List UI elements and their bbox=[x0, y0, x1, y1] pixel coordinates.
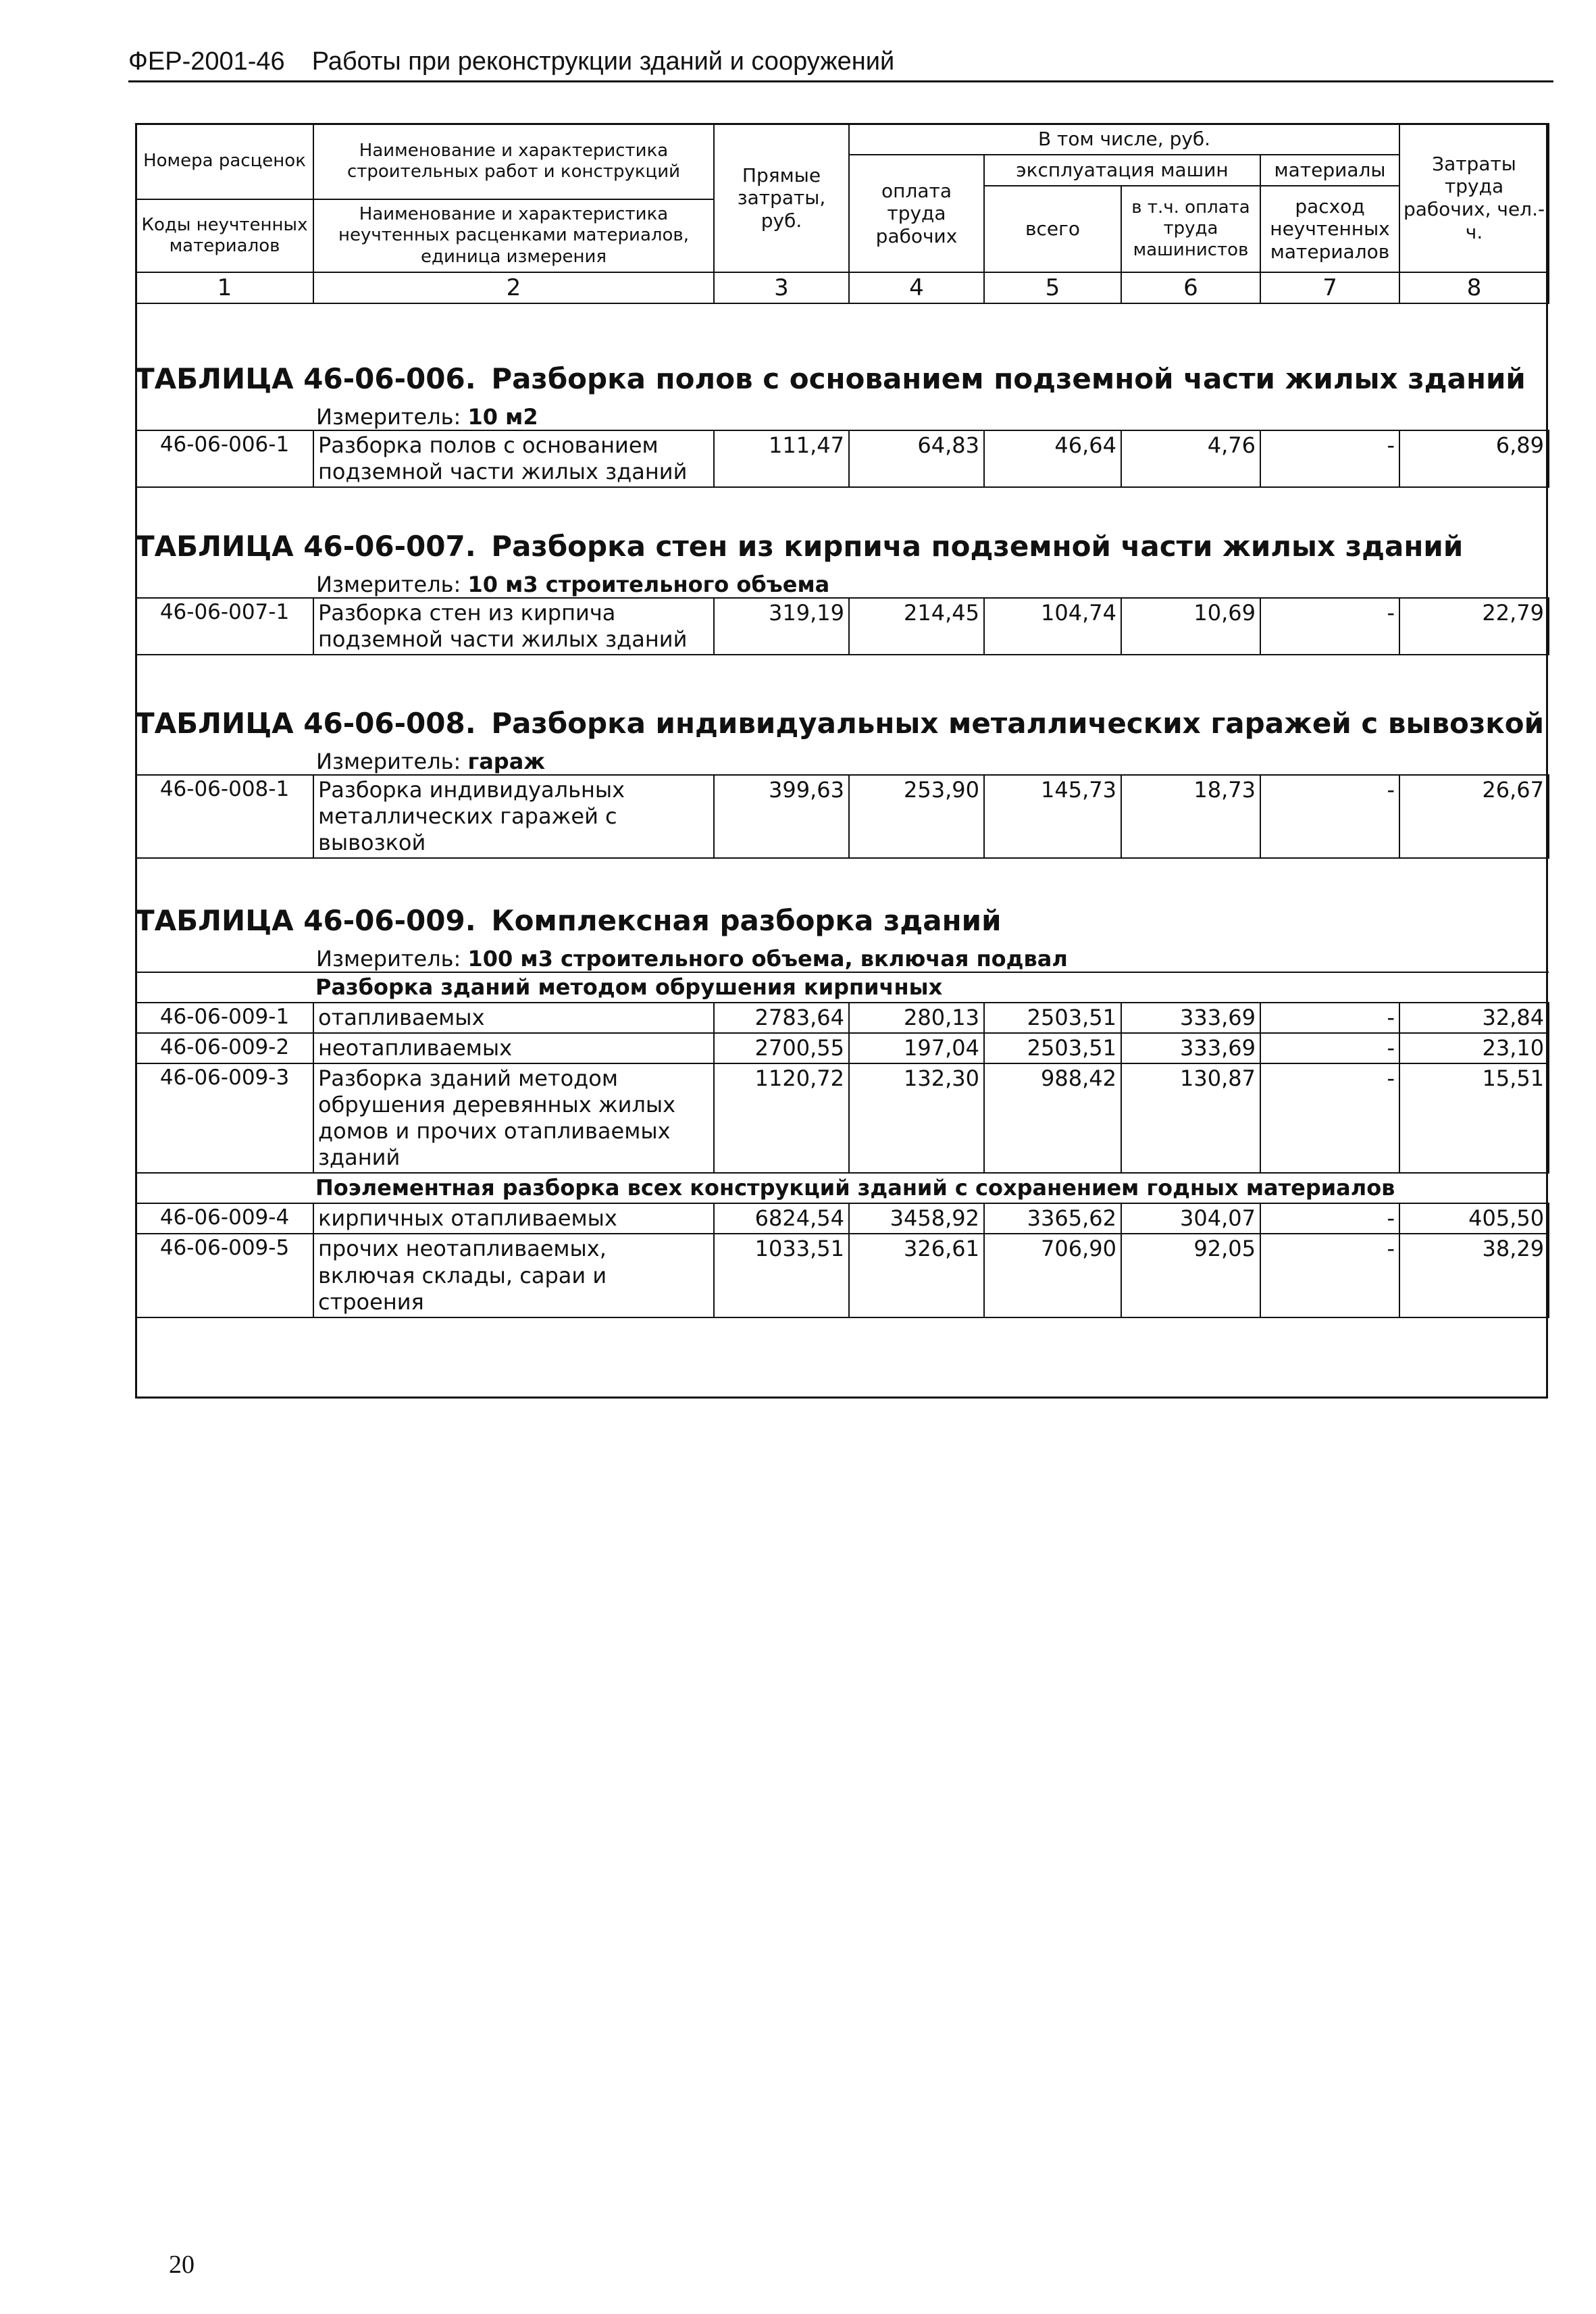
materials: - bbox=[1260, 1203, 1399, 1234]
table-name: Разборка индивидуальных металлических гаражей с вывозкой bbox=[491, 707, 1545, 740]
direct-costs: 1033,51 bbox=[714, 1234, 849, 1317]
measure-unit bbox=[316, 946, 1548, 972]
materials: - bbox=[1260, 775, 1399, 858]
measure-unit bbox=[316, 749, 1548, 774]
direct-costs: 319,19 bbox=[714, 598, 849, 655]
machinist-pay: 333,69 bbox=[1121, 1003, 1260, 1033]
rate-name: Разборка индивидуальных металлических гаражей с вывозкой bbox=[313, 775, 714, 858]
table-code: 46-06-007. bbox=[303, 530, 476, 563]
rates-table bbox=[135, 597, 1549, 655]
machines-total: 988,42 bbox=[984, 1063, 1121, 1173]
table-row bbox=[136, 775, 1549, 858]
table-row bbox=[136, 1063, 1549, 1173]
materials: - bbox=[1260, 1063, 1399, 1173]
header-material-codes: Коды неучтенных материалов bbox=[136, 199, 313, 272]
table-row bbox=[136, 598, 1549, 655]
header-including: В том числе, руб. bbox=[849, 124, 1399, 155]
rate-code: 46-06-007-1 bbox=[136, 598, 313, 655]
measure-label: Измеритель: bbox=[316, 572, 461, 598]
measure-value: 10 м2 bbox=[467, 404, 538, 430]
table-title bbox=[135, 708, 1548, 739]
labor-hours: 15,51 bbox=[1399, 1063, 1549, 1173]
labor-hours: 23,10 bbox=[1399, 1033, 1549, 1063]
worker-pay: 197,04 bbox=[849, 1033, 984, 1063]
labor-hours: 6,89 bbox=[1399, 430, 1549, 487]
labor-hours: 22,79 bbox=[1399, 598, 1549, 655]
worker-pay: 214,45 bbox=[849, 598, 984, 655]
column-number: 1 bbox=[136, 272, 313, 303]
rate-code: 46-06-008-1 bbox=[136, 775, 313, 858]
rates-table bbox=[135, 430, 1549, 488]
column-header bbox=[135, 123, 1549, 304]
rate-name: неотапливаемых bbox=[313, 1033, 714, 1063]
table-46-06-006 bbox=[135, 363, 1548, 488]
rate-name: Разборка полов с основанием подземной части жилых зданий bbox=[313, 430, 714, 487]
table-code: 46-06-009. bbox=[303, 904, 476, 937]
labor-hours: 405,50 bbox=[1399, 1203, 1549, 1234]
table-row bbox=[136, 1033, 1549, 1063]
direct-costs: 399,63 bbox=[714, 775, 849, 858]
machinist-pay: 333,69 bbox=[1121, 1033, 1260, 1063]
table-name: Комплексная разборка зданий bbox=[491, 904, 1002, 937]
materials: - bbox=[1260, 1033, 1399, 1063]
table-row bbox=[136, 1203, 1549, 1234]
header-materials: материалы bbox=[1260, 155, 1399, 186]
rate-code: 46-06-009-2 bbox=[136, 1033, 313, 1063]
table-row bbox=[136, 430, 1549, 487]
column-number: 2 bbox=[313, 272, 714, 303]
table-title bbox=[135, 905, 1548, 936]
direct-costs: 111,47 bbox=[714, 430, 849, 487]
measure-label: Измеритель: bbox=[316, 749, 461, 775]
rate-name: Разборка зданий методом обрушения деревянных жилых домов и прочих отапливаемых зданий bbox=[313, 1063, 714, 1173]
measure-value: 10 м3 строительного объема bbox=[467, 572, 830, 598]
machinist-pay: 304,07 bbox=[1121, 1203, 1260, 1234]
column-number: 6 bbox=[1121, 272, 1260, 303]
table-row bbox=[136, 1234, 1549, 1317]
direct-costs: 2700,55 bbox=[714, 1033, 849, 1063]
table-name: Разборка стен из кирпича подземной части жилых зданий bbox=[491, 530, 1464, 563]
header-direct-costs: Прямые затраты, руб. bbox=[714, 124, 849, 272]
rates-table bbox=[135, 972, 1549, 1317]
subheading-row bbox=[136, 972, 1549, 1003]
header-machinist-pay: в т.ч. оплата труда машинистов bbox=[1121, 186, 1260, 272]
column-number: 8 bbox=[1399, 272, 1549, 303]
measure-value: 100 м3 строительного объема, включая подвал bbox=[467, 946, 1068, 972]
header-machine-operation: эксплуатация машин bbox=[984, 155, 1260, 186]
table-title bbox=[135, 363, 1548, 395]
worker-pay: 253,90 bbox=[849, 775, 984, 858]
machinist-pay: 4,76 bbox=[1121, 430, 1260, 487]
machines-total: 3365,62 bbox=[984, 1203, 1121, 1234]
table-46-06-008 bbox=[135, 708, 1548, 859]
measure-label: Измеритель: bbox=[316, 404, 461, 430]
machinist-pay: 92,05 bbox=[1121, 1234, 1260, 1317]
worker-pay: 326,61 bbox=[849, 1234, 984, 1317]
table-code: 46-06-006. bbox=[303, 362, 476, 395]
header-rate-numbers: Номера расценок bbox=[136, 124, 313, 199]
rate-name: отапливаемых bbox=[313, 1003, 714, 1033]
rate-code: 46-06-009-4 bbox=[136, 1203, 313, 1234]
table-46-06-007 bbox=[135, 531, 1548, 655]
rate-code: 46-06-006-1 bbox=[136, 430, 313, 487]
table-prefix: ТАБЛИЦА bbox=[135, 904, 294, 937]
measure-label: Измеритель: bbox=[316, 946, 461, 972]
worker-pay: 3458,92 bbox=[849, 1203, 984, 1234]
table-prefix: ТАБЛИЦА bbox=[135, 530, 294, 563]
table-title bbox=[135, 531, 1548, 562]
worker-pay: 132,30 bbox=[849, 1063, 984, 1173]
labor-hours: 32,84 bbox=[1399, 1003, 1549, 1033]
header-worker-pay: оплата труда рабочих bbox=[849, 155, 984, 272]
measure-value: гараж bbox=[467, 749, 546, 775]
machines-total: 2503,51 bbox=[984, 1003, 1121, 1033]
worker-pay: 64,83 bbox=[849, 430, 984, 487]
running-header bbox=[128, 47, 1553, 82]
header-unaccounted-materials: расход неучтенных материалов bbox=[1260, 186, 1399, 272]
labor-hours: 26,67 bbox=[1399, 775, 1549, 858]
subheading: Разборка зданий методом обрушения кирпичных bbox=[136, 972, 1549, 1003]
subheading: Поэлементная разборка всех конструкций зданий с сохранением годных материалов bbox=[136, 1173, 1549, 1203]
rate-name: прочих неотапливаемых, включая склады, сараи и строения bbox=[313, 1234, 714, 1317]
table-code: 46-06-008. bbox=[303, 707, 476, 740]
materials: - bbox=[1260, 598, 1399, 655]
header-machines-total: всего bbox=[984, 186, 1121, 272]
header-material-name: Наименование и характеристика неучтенных расценками материалов, единица измерения bbox=[313, 199, 714, 272]
machinist-pay: 18,73 bbox=[1121, 775, 1260, 858]
machines-total: 2503,51 bbox=[984, 1033, 1121, 1063]
labor-hours: 38,29 bbox=[1399, 1234, 1549, 1317]
document-title: Работы при реконструкции зданий и сооружений bbox=[311, 47, 895, 76]
table-row bbox=[136, 1003, 1549, 1033]
header-labor-hours: Затраты труда рабочих, чел.-ч. bbox=[1399, 124, 1549, 272]
rate-name: Разборка стен из кирпича подземной части жилых зданий bbox=[313, 598, 714, 655]
machines-total: 46,64 bbox=[984, 430, 1121, 487]
rate-code: 46-06-009-5 bbox=[136, 1234, 313, 1317]
column-number: 4 bbox=[849, 272, 984, 303]
materials: - bbox=[1260, 430, 1399, 487]
rate-code: 46-06-009-1 bbox=[136, 1003, 313, 1033]
table-prefix: ТАБЛИЦА bbox=[135, 362, 294, 395]
direct-costs: 6824,54 bbox=[714, 1203, 849, 1234]
machines-total: 145,73 bbox=[984, 775, 1121, 858]
page-number: 20 bbox=[169, 2250, 195, 2279]
machines-total: 706,90 bbox=[984, 1234, 1121, 1317]
subheading-row bbox=[136, 1173, 1549, 1203]
machinist-pay: 130,87 bbox=[1121, 1063, 1260, 1173]
column-number: 3 bbox=[714, 272, 849, 303]
machinist-pay: 10,69 bbox=[1121, 598, 1260, 655]
rate-name: кирпичных отапливаемых bbox=[313, 1203, 714, 1234]
rate-code: 46-06-009-3 bbox=[136, 1063, 313, 1173]
column-number: 7 bbox=[1260, 272, 1399, 303]
machines-total: 104,74 bbox=[984, 598, 1121, 655]
table-46-06-009 bbox=[135, 905, 1548, 1318]
direct-costs: 2783,64 bbox=[714, 1003, 849, 1033]
measure-unit bbox=[316, 572, 1548, 597]
table-name: Разборка полов с основанием подземной части жилых зданий bbox=[491, 362, 1526, 395]
materials: - bbox=[1260, 1003, 1399, 1033]
materials: - bbox=[1260, 1234, 1399, 1317]
header-work-name: Наименование и характеристика строительных работ и конструкций bbox=[313, 124, 714, 199]
direct-costs: 1120,72 bbox=[714, 1063, 849, 1173]
rates-table bbox=[135, 774, 1549, 859]
table-prefix: ТАБЛИЦА bbox=[135, 707, 294, 740]
worker-pay: 280,13 bbox=[849, 1003, 984, 1033]
measure-unit bbox=[316, 404, 1548, 430]
column-number: 5 bbox=[984, 272, 1121, 303]
document-code: ФЕР-2001-46 bbox=[128, 47, 285, 76]
